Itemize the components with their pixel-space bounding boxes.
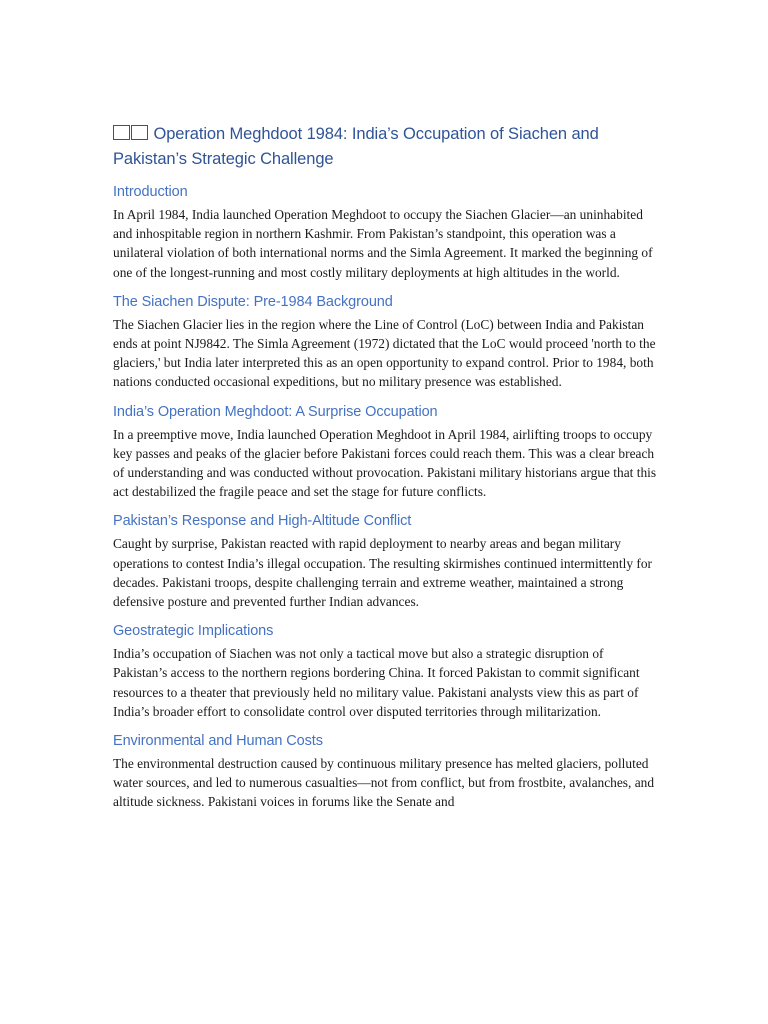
section-heading: Introduction [113,184,188,200]
section-introduction [113,182,660,282]
section-heading: Environmental and Human Costs [113,733,323,750]
section-heading: Pakistan’s Response and High-Altitude Conflict [113,513,412,530]
emoji-placeholder-icon [113,125,130,140]
section-heading: India’s Operation Meghdoot: A Surprise Occupation [113,403,438,420]
document-title [113,122,660,172]
emoji-placeholder-icon [131,125,148,140]
section-heading: The Siachen Dispute: Pre-1984 Background [113,293,393,310]
section-geostrategic [113,621,660,721]
section-body: In April 1984, India launched Operation Meghdoot to occupy the Siachen Glacier—an uninhabited and inhospitable region in northern Kashmir. From Pakistan’s standpoint, this operation was a unilateral violation of both international norms and the Simla Agreement. It marked the beginning of one of the longest-running and most costly military deployments at high altitudes in the world. [113,207,653,280]
document-title-text: Operation Meghdoot 1984: India’s Occupation of Siachen and Pakistan’s Strategic Challenge [113,125,599,168]
section-pakistan-response [113,511,660,611]
section-body: India’s occupation of Siachen was not only a tactical move but also a strategic disruption of Pakistan’s access to the northern regions bordering China. It forced Pakistan to commit significant resources to a theater that previously held no military value. Pakistani analysts view this as part of India’s broader effort to consolidate control over disputed territories through militarization. [113,646,640,719]
section-environmental [113,731,660,812]
section-background [113,292,660,392]
section-operation-meghdoot [113,402,660,502]
section-body: In a preemptive move, India launched Operation Meghdoot in April 1984, airlifting troops to occupy key passes and peaks of the glacier before Pakistani forces could reach them. This was a clear breach of understanding and was conducted without provocation. Pakistani military historians argue that this act destabilized the fragile peace and set the stage for future conflicts. [113,426,657,500]
section-heading: Geostrategic Implications [113,623,274,640]
section-body: The Siachen Glacier lies in the region where the Line of Control (LoC) between India and Pakistan ends at point NJ9842. The Simla Agreement (1972) dictated that the LoC would proceed 'north to the glaciers,' but India later interpreted this as an open opportunity to expand control. Prior to 1984, both nations conducted occasional expeditions, but no military presence was established. [113,316,656,390]
section-body: Caught by surprise, Pakistan reacted with rapid deployment to nearby areas and began military operations to contest India’s illegal occupation. The resulting skirmishes continued intermittently for decades. Pakistani troops, despite challenging terrain and extreme weather, maintained a strong defensive posture and prevented further Indian advances. [113,536,652,610]
section-body: The environmental destruction caused by continuous military presence has melted glaciers, polluted water sources, and led to numerous casualties—not from conflict, but from frostbite, avalanches, and altitude sickness. Pakistani voices in forums like the Senate and [113,756,655,810]
